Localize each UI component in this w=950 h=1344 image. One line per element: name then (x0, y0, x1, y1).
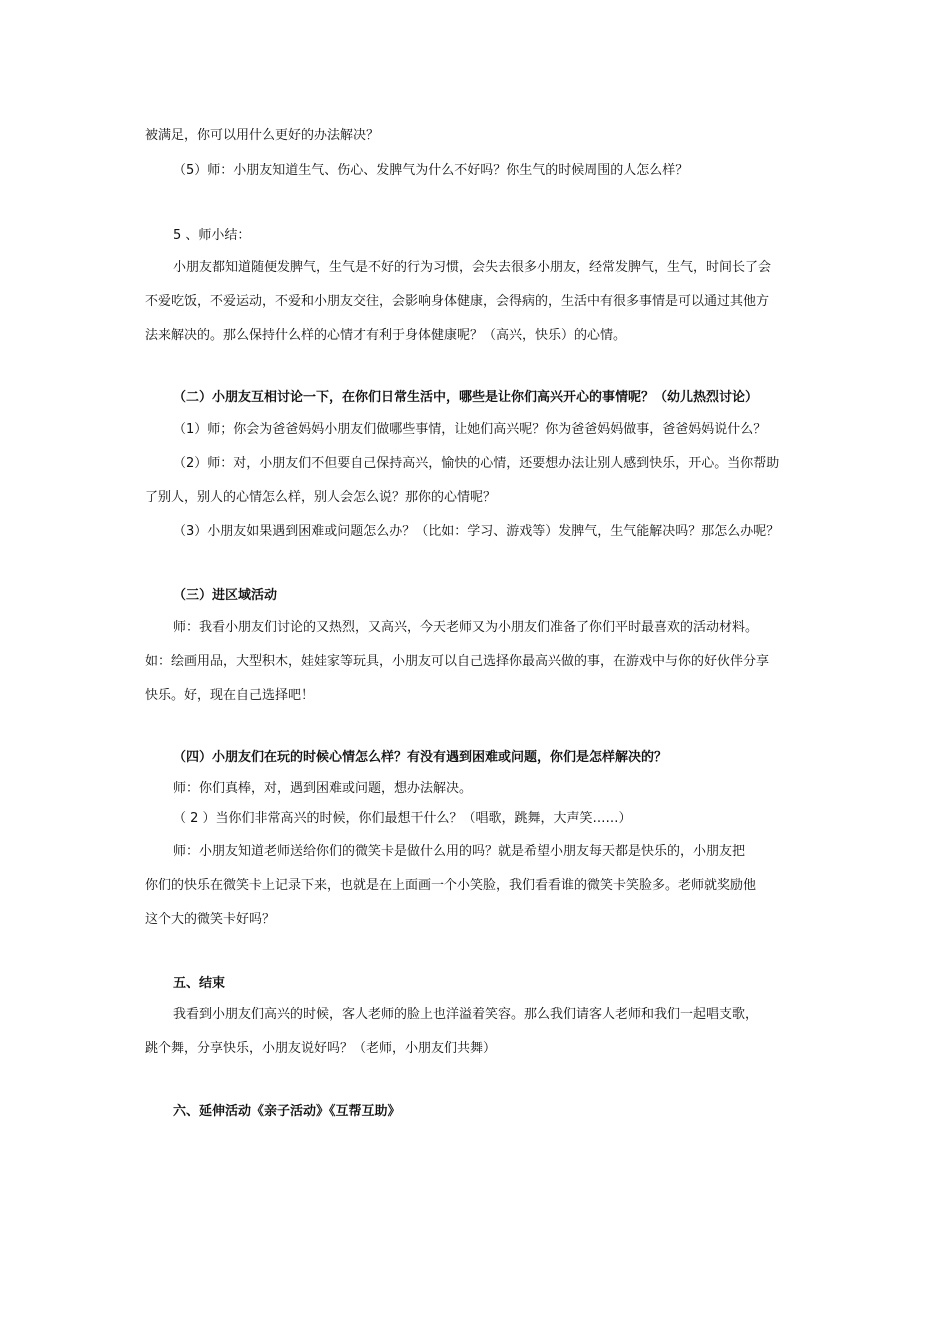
paragraph-line: 师：你们真棒，对，遇到困难或问题，想办法解决。 (173, 781, 473, 796)
paragraph-line: 如：绘画用品，大型积木，娃娃家等玩具，小朋友可以自己选择你最高兴做的事，在游戏中与你的好伙伴分享 (145, 654, 770, 669)
paragraph-line: （5）师：小朋友知道生气、伤心、发脾气为什么不好吗？你生气的时候周围的人怎么样？ (173, 163, 689, 178)
paragraph-line: （3）小朋友如果遇到困难或问题怎么办？（比如：学习、游戏等）发脾气，生气能解决吗？那怎么办呢？ (173, 524, 780, 539)
section-heading: 5 、师小结： (173, 228, 251, 243)
paragraph-line: 快乐。好，现在自己选择吧！ (145, 688, 315, 703)
paragraph-line: 法来解决的。那么保持什么样的心情才有利于身体健康呢？（高兴，快乐）的心情。 (145, 328, 627, 343)
section-heading: （三）进区域活动 (173, 588, 278, 603)
section-heading: 五、结束 (173, 976, 226, 991)
paragraph-line: 了别人，别人的心情怎么样，别人会怎么说？那你的心情呢？ (145, 490, 497, 505)
paragraph-line: 被满足，你可以用什么更好的办法解决？ (145, 128, 380, 143)
paragraph-line: 师：我看小朋友们讨论的又热烈，又高兴，今天老师又为小朋友们准备了你们平时最喜欢的活动材料。 (173, 620, 759, 635)
paragraph-line: 你们的快乐在微笑卡上记录下来，也就是在上面画一个小笑脸，我们看看谁的微笑卡笑脸多。老师就奖励他 (145, 878, 757, 893)
section-heading: 六、延伸活动《亲子活动》《互帮互助》 (173, 1104, 401, 1119)
paragraph-line: 跳个舞，分享快乐，小朋友说好吗？（老师，小朋友们共舞） (145, 1041, 497, 1056)
paragraph-line: 师：小朋友知道老师送给你们的微笑卡是做什么用的吗？就是希望小朋友每天都是快乐的，小朋友把 (173, 844, 746, 859)
paragraph-line: 不爱吃饭，不爱运动，不爱和小朋友交往，会影响身体健康，会得病的，生活中有很多事情是可以通过其他方 (145, 294, 770, 309)
paragraph-line: （ 2 ）当你们非常高兴的时候，你们最想干什么？（唱歌，跳舞，大声笑……） (173, 811, 632, 826)
paragraph-line: 我看到小朋友们高兴的时候，客人老师的脸上也洋溢着笑容。那么我们请客人老师和我们一起唱支歌， (173, 1007, 759, 1022)
section-heading: （四）小朋友们在玩的时候心情怎么样？有没有遇到困难或问题，你们是怎样解决的？ (173, 750, 668, 765)
section-heading: （二）小朋友互相讨论一下，在你们日常生活中，哪些是让你们高兴开心的事情呢？（幼儿热烈讨论） (173, 390, 759, 405)
paragraph-line: （2）师：对，小朋友们不但要自己保持高兴，愉快的心情，还要想办法让别人感到快乐，开心。当你帮助 (173, 456, 780, 471)
paragraph-line: （1）师；你会为爸爸妈妈小朋友们做哪些事情，让她们高兴呢？你为爸爸妈妈做事，爸爸妈妈说什么？ (173, 422, 767, 437)
paragraph-line: 小朋友都知道随便发脾气，生气是不好的行为习惯，会失去很多小朋友，经常发脾气，生气，时间长了会 (173, 260, 772, 275)
paragraph-line: 这个大的微笑卡好吗？ (145, 912, 276, 927)
